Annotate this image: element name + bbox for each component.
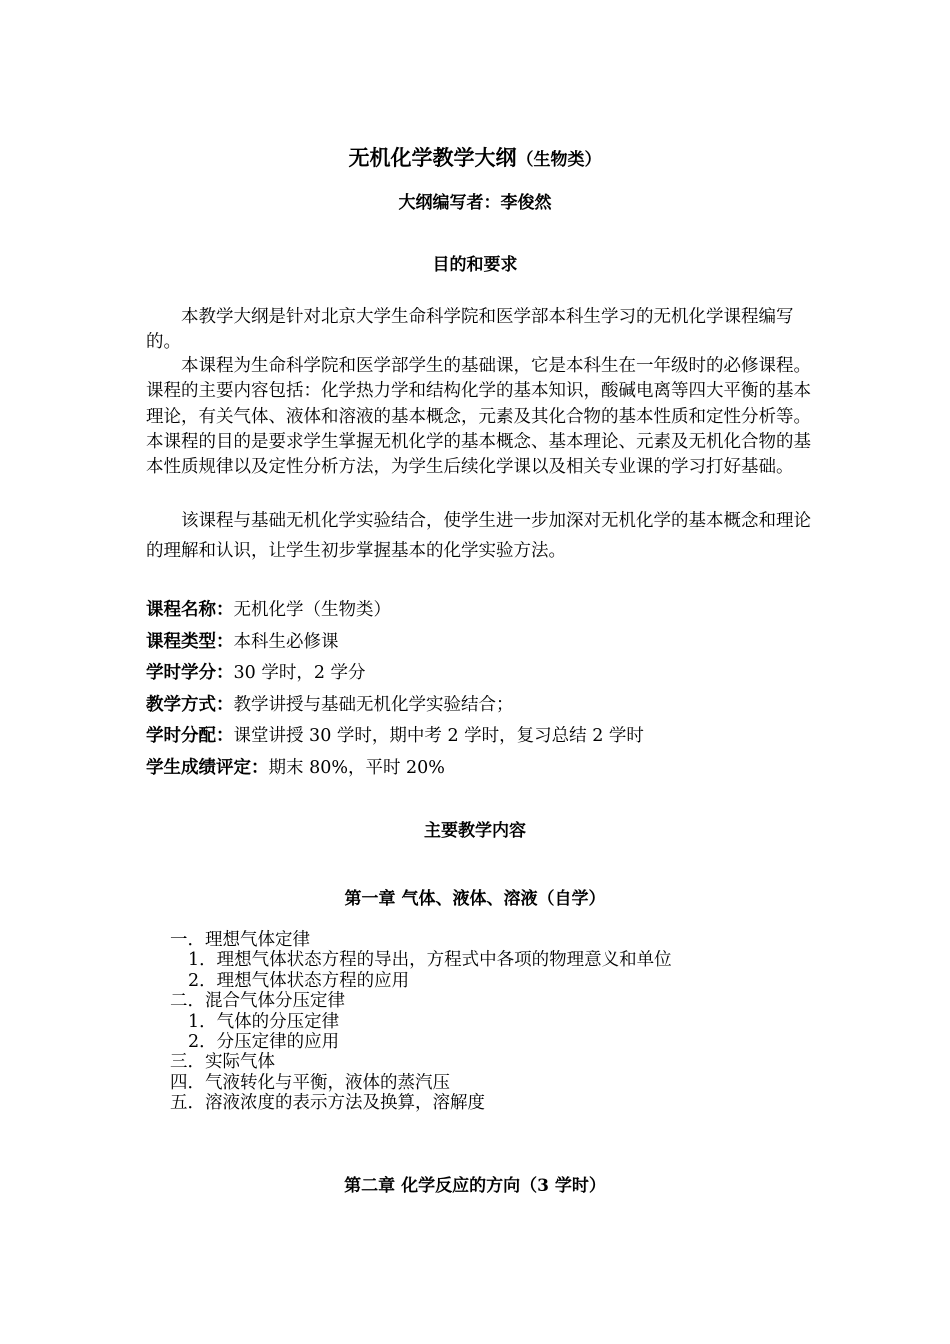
info-course-name: 课程名称：无机化学（生物类）: [146, 600, 391, 620]
info-course-type: 课程类型：本科生必修课: [146, 631, 339, 652]
chapter-1-heading: 第一章 气体、液体、溶液（自学）: [344, 889, 606, 909]
paragraph-text: 本教学大纲是针对北京大学生命科学院和医学部本科生学习的无机化学课程编写的。: [146, 307, 794, 353]
paragraph-text: 该课程与基础无机化学实验结合，使学生进一步加深对无机化学的基本概念和理论的理解和认识，让学生初步掌握基本的化学实验方法。: [146, 511, 811, 561]
info-teaching-method: 教学方式：教学讲授与基础无机化学实验结合；: [146, 694, 514, 715]
outline-subitem: 2．分压定律的应用: [188, 1032, 340, 1053]
outline-subitem: 1．气体的分压定律: [188, 1011, 340, 1032]
paragraph-3: [146, 506, 826, 566]
paragraph-2: [146, 354, 826, 480]
main-content-heading: 主要教学内容: [424, 821, 526, 841]
paragraph-1: [146, 305, 826, 356]
outline-item: 一．理想气体定律: [170, 930, 310, 950]
outline-item: 四．气液转化与平衡，液体的蒸汽压: [170, 1072, 450, 1093]
outline-subitem: 2．理想气体状态方程的应用: [188, 970, 410, 991]
chapter-2-heading: 第二章 化学反应的方向（3 学时）: [344, 1176, 606, 1196]
chapter-1-outline: [170, 930, 820, 1114]
title-suffix: （生物类）: [516, 150, 602, 170]
outline-item: 三．实际气体: [170, 1052, 275, 1073]
info-hours-credits: 学时学分：30 学时，2 学分: [146, 663, 366, 684]
author-line: 大纲编写者：李俊然: [398, 193, 552, 213]
document-title: [0, 143, 950, 175]
course-info: [146, 595, 846, 785]
paragraph-text: 本课程为生命科学院和医学部学生的基础课，它是本科生在一年级时的必修课程。课程的主要内容包括：化学热力学和结构化学的基本知识，酸碱电离等四大平衡的基本理论，有关气体、液体和溶液的基本概念，元素及其化合物的基本性质和定性分析等。本课程的目的是要求学生掌握无机化学的基本概念、基本理论、元素及无机化合物的基本性质规律以及定性分析方法，为学生后续化学课以及相关专业课的学习打好基础。: [146, 356, 811, 478]
outline-item: 二．混合气体分压定律: [170, 991, 345, 1012]
outline-subitem: 1．理想气体状态方程的导出，方程式中各项的物理意义和单位: [188, 950, 672, 971]
title-main: 无机化学教学大纲: [348, 145, 517, 170]
outline-item: 五．溶液浓度的表示方法及换算，溶解度: [170, 1093, 485, 1114]
purpose-heading: 目的和要求: [432, 255, 518, 275]
info-grading: 学生成绩评定：期末 80%，平时 20%: [146, 757, 445, 778]
info-hour-allocation: 学时分配：课堂讲授 30 学时，期中考 2 学时，复习总结 2 学时: [146, 726, 644, 747]
